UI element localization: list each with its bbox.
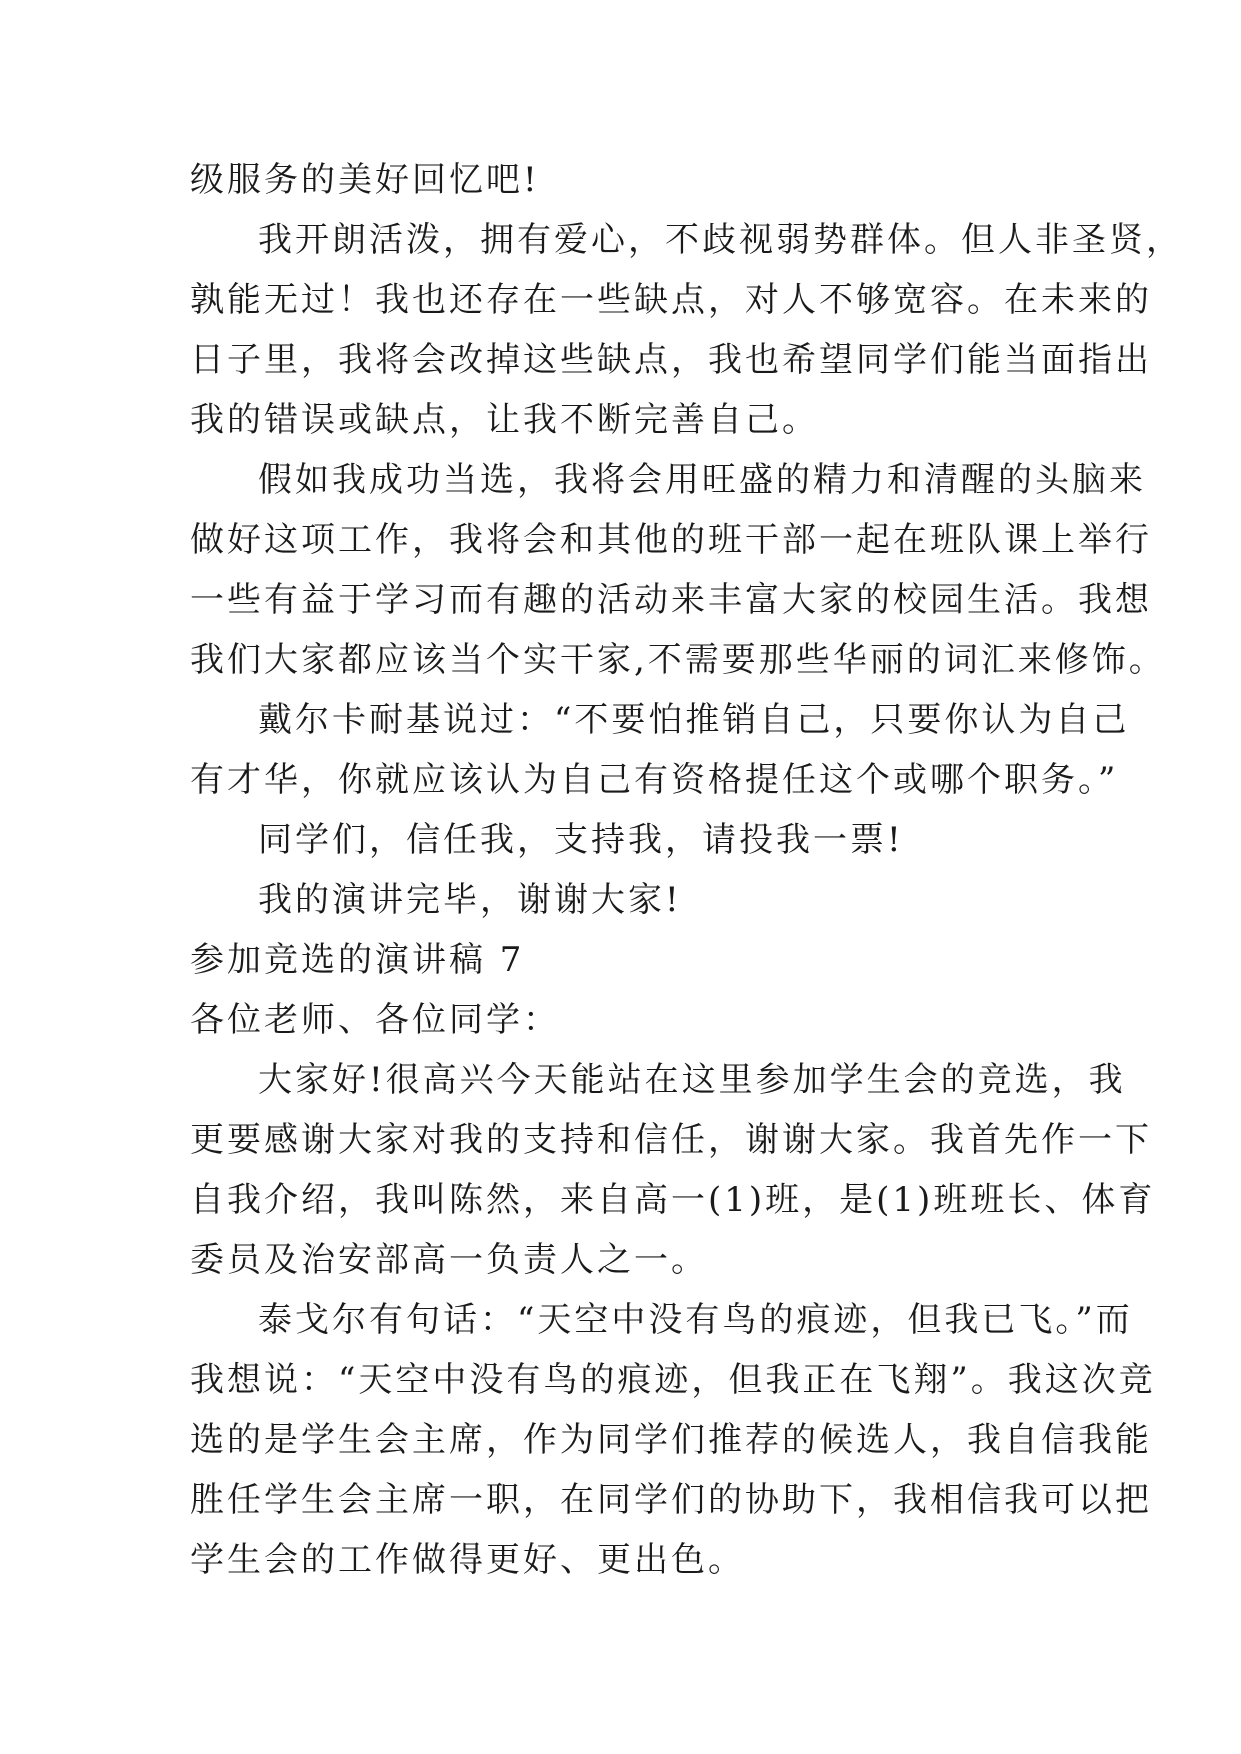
text-line: 更要感谢大家对我的支持和信任，谢谢大家。我首先作一下 xyxy=(190,1120,1152,1160)
text-line: 做好这项工作，我将会和其他的班干部一起在班队课上举行 xyxy=(190,520,1152,560)
document-body xyxy=(190,150,1183,1590)
salutation: 各位老师、各位同学： xyxy=(190,1000,560,1040)
text-line: 孰能无过！我也还存在一些缺点，对人不够宽容。在未来的 xyxy=(190,280,1152,320)
section-title: 参加竞选的演讲稿 7 xyxy=(190,940,525,980)
text-line: 我想说：“天空中没有鸟的痕迹，但我正在飞翔”。我这次竞 xyxy=(190,1360,1156,1400)
text-line: 级服务的美好回忆吧! xyxy=(190,160,540,200)
text-line: 我开朗活泼，拥有爱心，不歧视弱势群体。但人非圣贤， xyxy=(258,220,1183,260)
text-line: 我的演讲完毕，谢谢大家! xyxy=(258,880,682,920)
text-line: 胜任学生会主席一职，在同学们的协助下，我相信我可以把 xyxy=(190,1480,1152,1520)
text-line: 有才华，你就应该认为自己有资格提任这个或哪个职务。” xyxy=(190,760,1119,800)
text-line: 一些有益于学习而有趣的活动来丰富大家的校园生活。我想 xyxy=(190,580,1152,620)
text-line: 假如我成功当选，我将会用旺盛的精力和清醒的头脑来 xyxy=(258,460,1146,500)
text-line: 自我介绍，我叫陈然，来自高一(1)班，是(1)班班长、体育 xyxy=(190,1180,1156,1220)
text-line: 泰戈尔有句话：“天空中没有鸟的痕迹，但我已飞。”而 xyxy=(258,1300,1133,1340)
text-line: 我的错误或缺点，让我不断完善自己。 xyxy=(190,400,819,440)
text-line: 戴尔卡耐基说过：“不要怕推销自己，只要你认为自己 xyxy=(258,700,1130,740)
text-line: 选的是学生会主席，作为同学们推荐的候选人，我自信我能 xyxy=(190,1420,1152,1460)
text-line: 大家好!很高兴今天能站在这里参加学生会的竞选，我 xyxy=(258,1060,1126,1100)
text-line: 日子里，我将会改掉这些缺点，我也希望同学们能当面指出 xyxy=(190,340,1152,380)
text-line: 同学们，信任我，支持我，请投我一票! xyxy=(258,820,904,860)
text-line: 我们大家都应该当个实干家,不需要那些华丽的词汇来修饰。 xyxy=(190,640,1166,680)
text-line: 委员及治安部高一负责人之一。 xyxy=(190,1240,708,1280)
text-line: 学生会的工作做得更好、更出色。 xyxy=(190,1540,745,1580)
